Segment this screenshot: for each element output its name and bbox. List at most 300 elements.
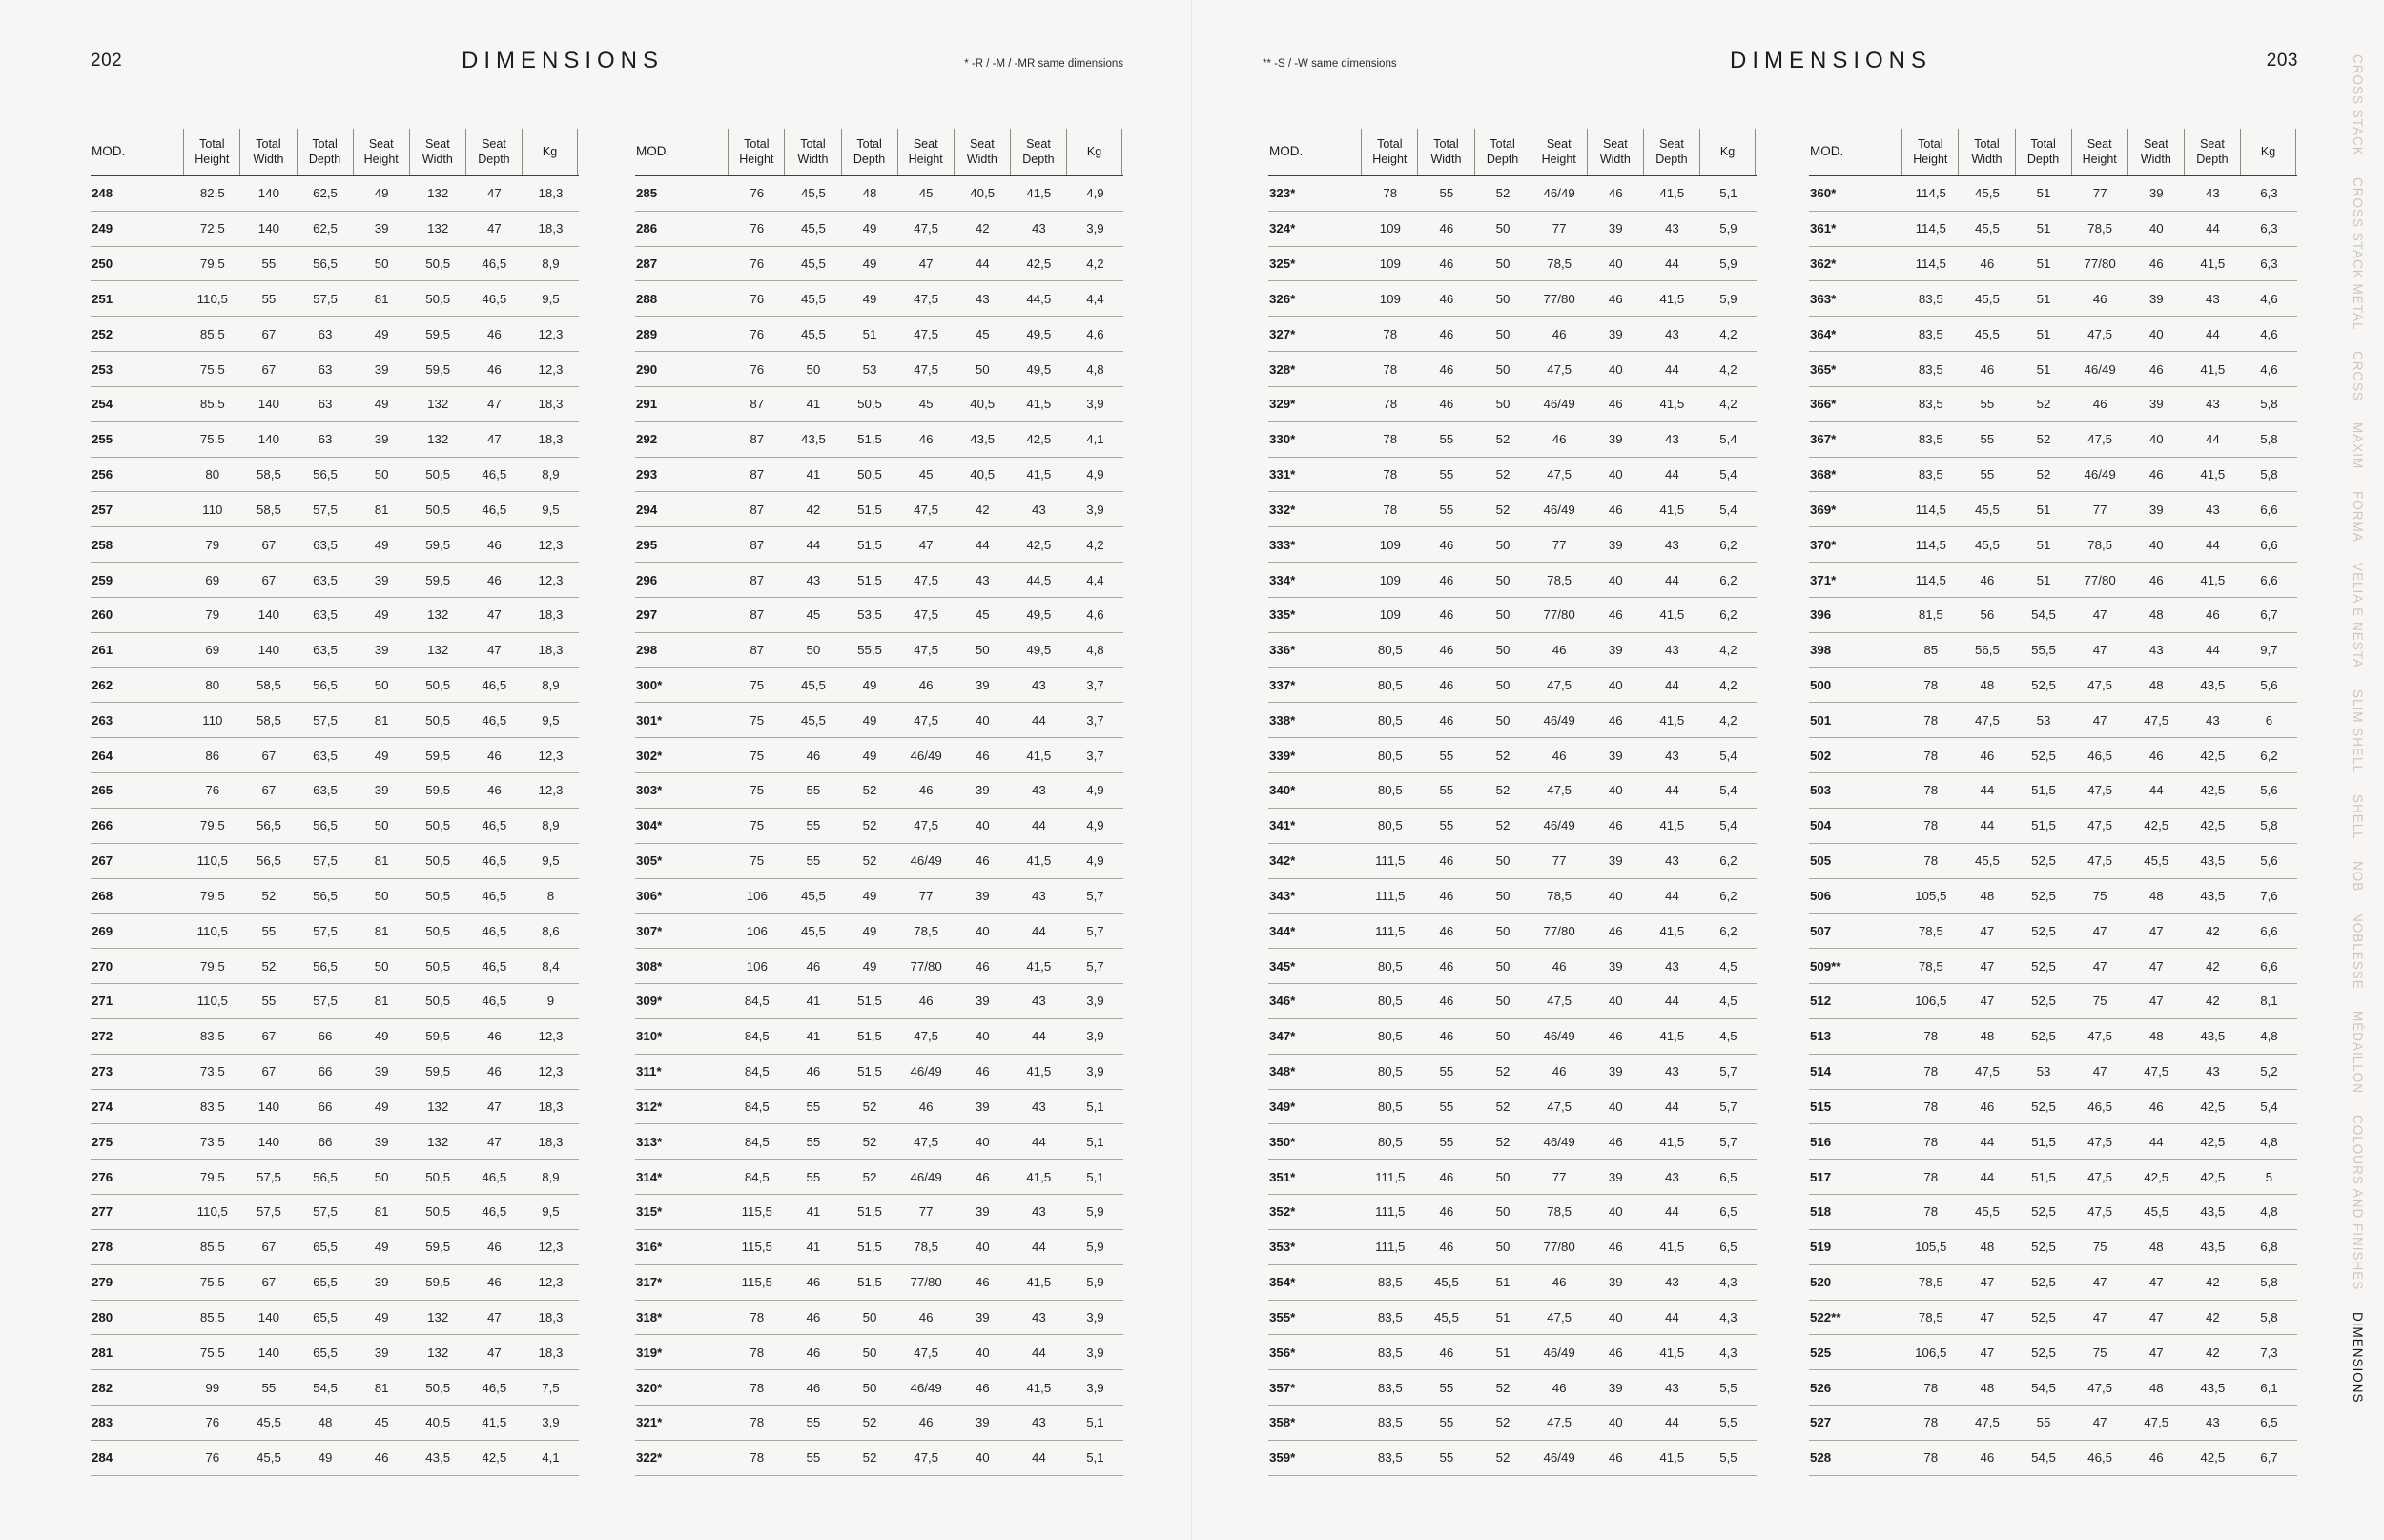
table-row bbox=[1268, 492, 1757, 527]
value-cell: 44 bbox=[1980, 818, 1995, 833]
value-cell: 40 bbox=[975, 1029, 990, 1044]
value-cell: 3,9 bbox=[1086, 502, 1104, 517]
value-cell: 132 bbox=[427, 1099, 449, 1114]
table-row bbox=[1809, 1124, 2297, 1160]
value-cell: 78 bbox=[1923, 1169, 1939, 1184]
value-cell: 99 bbox=[205, 1380, 220, 1395]
value-cell: 44 bbox=[1664, 994, 1679, 1009]
value-cell: 46/49 bbox=[910, 853, 942, 869]
value-cell: 39 bbox=[1608, 958, 1623, 974]
value-cell: 50 bbox=[1495, 1169, 1511, 1184]
value-cell: 43 bbox=[1664, 537, 1679, 552]
table-row bbox=[635, 1195, 1123, 1230]
value-cell: 85,5 bbox=[199, 326, 225, 341]
value-cell: 5,9 bbox=[1719, 291, 1737, 306]
value-cell: 43 bbox=[1031, 994, 1046, 1009]
value-cell: 6,6 bbox=[2260, 537, 2278, 552]
value-cell: 72,5 bbox=[199, 221, 225, 236]
value-cell: 3,9 bbox=[1086, 994, 1104, 1009]
table-row bbox=[635, 212, 1123, 247]
value-cell: 40 bbox=[975, 923, 990, 938]
value-cell: 47 bbox=[2092, 1064, 2107, 1079]
model-cell: 351* bbox=[1269, 1169, 1296, 1184]
column-header: Total Height bbox=[728, 129, 784, 175]
value-cell: 52 bbox=[862, 1099, 877, 1114]
table-row bbox=[91, 844, 579, 879]
value-cell: 45,5 bbox=[1974, 853, 2000, 869]
value-cell: 44 bbox=[2205, 432, 2220, 447]
value-cell: 76 bbox=[750, 326, 765, 341]
value-cell: 45,5 bbox=[800, 923, 826, 938]
model-cell: 336* bbox=[1269, 643, 1296, 658]
value-cell: 49,5 bbox=[1026, 326, 1052, 341]
table-row bbox=[1268, 773, 1757, 809]
value-cell: 55 bbox=[261, 257, 277, 272]
value-cell: 47 bbox=[2092, 643, 2107, 658]
model-cell: 353* bbox=[1269, 1240, 1296, 1255]
model-cell: 267 bbox=[92, 853, 113, 869]
table-row bbox=[1809, 633, 2297, 668]
value-cell: 8,1 bbox=[2260, 994, 2278, 1009]
value-cell: 39 bbox=[374, 1134, 389, 1149]
table-row bbox=[91, 1124, 579, 1160]
value-cell: 39 bbox=[1608, 1275, 1623, 1290]
value-cell: 59,5 bbox=[425, 361, 451, 377]
value-cell: 46/49 bbox=[910, 748, 942, 763]
model-cell: 248 bbox=[92, 186, 113, 201]
value-cell: 56,5 bbox=[1974, 643, 2000, 658]
value-cell: 44 bbox=[1664, 1415, 1679, 1430]
table-row bbox=[635, 247, 1123, 282]
value-cell: 106,5 bbox=[1915, 1345, 1947, 1360]
value-cell: 49,5 bbox=[1026, 607, 1052, 623]
value-cell: 39 bbox=[1608, 1169, 1623, 1184]
value-cell: 46,5 bbox=[482, 291, 507, 306]
value-cell: 81 bbox=[374, 502, 389, 517]
value-cell: 39 bbox=[2148, 186, 2164, 201]
value-cell: 3,9 bbox=[1086, 221, 1104, 236]
value-cell: 43 bbox=[806, 572, 821, 587]
value-cell: 52,5 bbox=[2031, 1029, 2056, 1044]
value-cell: 41,5 bbox=[1026, 467, 1052, 483]
value-cell: 41,5 bbox=[2200, 572, 2226, 587]
model-cell: 293 bbox=[636, 467, 658, 483]
model-cell: 527 bbox=[1810, 1415, 1832, 1430]
value-cell: 49 bbox=[862, 712, 877, 728]
value-cell: 55 bbox=[1980, 397, 1995, 412]
table-row bbox=[1268, 598, 1757, 633]
value-cell: 59,5 bbox=[425, 537, 451, 552]
value-cell: 75,5 bbox=[199, 1275, 225, 1290]
value-cell: 6,3 bbox=[2260, 186, 2278, 201]
value-cell: 47,5 bbox=[914, 502, 939, 517]
table-row bbox=[1268, 352, 1757, 387]
value-cell: 47 bbox=[2092, 1275, 2107, 1290]
value-cell: 18,3 bbox=[538, 186, 564, 201]
value-cell: 43 bbox=[975, 291, 990, 306]
table-row bbox=[1268, 212, 1757, 247]
value-cell: 56,5 bbox=[313, 467, 338, 483]
value-cell: 41,5 bbox=[1026, 1064, 1052, 1079]
value-cell: 47,5 bbox=[1974, 712, 2000, 728]
value-cell: 84,5 bbox=[744, 1134, 770, 1149]
value-cell: 132 bbox=[427, 1309, 449, 1324]
column-header: MOD. bbox=[1269, 144, 1304, 159]
value-cell: 3,9 bbox=[1086, 1029, 1104, 1044]
model-cell: 283 bbox=[92, 1415, 113, 1430]
value-cell: 39 bbox=[1608, 432, 1623, 447]
value-cell: 47,5 bbox=[914, 361, 939, 377]
value-cell: 8,9 bbox=[542, 818, 560, 833]
value-cell: 52,5 bbox=[2031, 888, 2056, 903]
model-cell: 367* bbox=[1810, 432, 1837, 447]
value-cell: 47 bbox=[1980, 994, 1995, 1009]
model-cell: 307* bbox=[636, 923, 663, 938]
value-cell: 51,5 bbox=[857, 537, 882, 552]
column-header: Seat Depth bbox=[1010, 129, 1066, 175]
value-cell: 8 bbox=[546, 888, 555, 903]
value-cell: 41,5 bbox=[1659, 1029, 1685, 1044]
value-cell: 44 bbox=[1664, 572, 1679, 587]
value-cell: 5,4 bbox=[1719, 818, 1737, 833]
value-cell: 5,1 bbox=[1086, 1099, 1104, 1114]
value-cell: 4,2 bbox=[1719, 643, 1737, 658]
table-row bbox=[91, 492, 579, 527]
page-title-right: DIMENSIONS bbox=[1729, 48, 1933, 73]
value-cell: 43 bbox=[1031, 1204, 1046, 1220]
value-cell: 45 bbox=[918, 467, 934, 483]
value-cell: 5,7 bbox=[1719, 1134, 1737, 1149]
value-cell: 55 bbox=[806, 1169, 821, 1184]
table-row bbox=[91, 949, 579, 984]
table-row bbox=[1268, 1160, 1757, 1195]
value-cell: 50 bbox=[1495, 291, 1511, 306]
value-cell: 57,5 bbox=[313, 994, 338, 1009]
value-cell: 6,7 bbox=[2260, 1450, 2278, 1466]
value-cell: 41,5 bbox=[1026, 1380, 1052, 1395]
value-cell: 77 bbox=[1552, 221, 1567, 236]
value-cell: 53,5 bbox=[857, 607, 882, 623]
value-cell: 7,3 bbox=[2260, 1345, 2278, 1360]
value-cell: 77/80 bbox=[910, 1275, 942, 1290]
value-cell: 77/80 bbox=[1543, 607, 1575, 623]
value-cell: 52 bbox=[1495, 467, 1511, 483]
value-cell: 80,5 bbox=[1377, 1099, 1403, 1114]
value-cell: 50 bbox=[1495, 853, 1511, 869]
value-cell: 81 bbox=[374, 994, 389, 1009]
value-cell: 46 bbox=[2148, 748, 2164, 763]
value-cell: 109 bbox=[1379, 572, 1401, 587]
value-cell: 46 bbox=[1608, 1450, 1623, 1466]
value-cell: 58,5 bbox=[256, 678, 281, 692]
value-cell: 66 bbox=[318, 1064, 333, 1079]
model-cell: 350* bbox=[1269, 1134, 1296, 1149]
value-cell: 55 bbox=[806, 1415, 821, 1430]
value-cell: 4,9 bbox=[1086, 467, 1104, 483]
value-cell: 46,5 bbox=[482, 853, 507, 869]
value-cell: 6,6 bbox=[2260, 502, 2278, 517]
value-cell: 47,5 bbox=[1547, 1099, 1572, 1114]
value-cell: 46 bbox=[2148, 572, 2164, 587]
value-cell: 4,5 bbox=[1719, 994, 1737, 1009]
column-header: Seat Height bbox=[897, 129, 954, 175]
value-cell: 6,8 bbox=[2260, 1240, 2278, 1255]
model-cell: 324* bbox=[1269, 221, 1296, 236]
value-cell: 58,5 bbox=[256, 502, 281, 517]
value-cell: 83,5 bbox=[1377, 1380, 1403, 1395]
value-cell: 85,5 bbox=[199, 397, 225, 412]
value-cell: 47 bbox=[2092, 958, 2107, 974]
value-cell: 46 bbox=[1439, 1169, 1454, 1184]
model-cell: 309* bbox=[636, 994, 663, 1009]
table-row bbox=[1809, 1090, 2297, 1125]
value-cell: 42 bbox=[2205, 923, 2220, 938]
value-cell: 77 bbox=[1552, 1169, 1567, 1184]
value-cell: 48 bbox=[862, 186, 877, 201]
value-cell: 47 bbox=[1980, 958, 1995, 974]
column-header: Seat Height bbox=[353, 129, 409, 175]
value-cell: 140 bbox=[257, 1345, 279, 1360]
model-cell: 332* bbox=[1269, 502, 1296, 517]
value-cell: 52 bbox=[1495, 502, 1511, 517]
value-cell: 3,9 bbox=[1086, 1309, 1104, 1324]
value-cell: 12,3 bbox=[538, 537, 564, 552]
model-cell: 356* bbox=[1269, 1345, 1296, 1360]
page-number-right: 203 bbox=[2266, 51, 2298, 71]
table-row bbox=[1268, 527, 1757, 563]
value-cell: 83,5 bbox=[1918, 361, 1943, 377]
column-header: Total Depth bbox=[297, 129, 353, 175]
model-cell: 264 bbox=[92, 748, 113, 763]
value-cell: 4,8 bbox=[2260, 1029, 2278, 1044]
value-cell: 52 bbox=[2036, 467, 2051, 483]
model-cell: 362* bbox=[1810, 257, 1837, 272]
value-cell: 78,5 bbox=[1547, 572, 1572, 587]
value-cell: 76 bbox=[750, 291, 765, 306]
value-cell: 12,3 bbox=[538, 326, 564, 341]
value-cell: 43 bbox=[2205, 712, 2220, 728]
value-cell: 78,5 bbox=[1547, 1204, 1572, 1220]
value-cell: 43 bbox=[1031, 1415, 1046, 1430]
value-cell: 69 bbox=[205, 643, 220, 658]
value-cell: 47 bbox=[2148, 958, 2164, 974]
value-cell: 109 bbox=[1379, 537, 1401, 552]
value-cell: 39 bbox=[2148, 291, 2164, 306]
table-row bbox=[1809, 1055, 2297, 1090]
value-cell: 55 bbox=[1439, 1134, 1454, 1149]
value-cell: 140 bbox=[257, 221, 279, 236]
value-cell: 39 bbox=[1608, 221, 1623, 236]
model-cell: 502 bbox=[1810, 748, 1832, 763]
value-cell: 45,5 bbox=[1974, 221, 2000, 236]
model-cell: 287 bbox=[636, 257, 658, 272]
value-cell: 55 bbox=[1439, 818, 1454, 833]
value-cell: 80 bbox=[205, 467, 220, 483]
value-cell: 46 bbox=[1439, 1204, 1454, 1220]
value-cell: 79 bbox=[205, 537, 220, 552]
value-cell: 77/80 bbox=[1543, 291, 1575, 306]
value-cell: 41,5 bbox=[1659, 1134, 1685, 1149]
value-cell: 5,1 bbox=[1719, 186, 1737, 201]
value-cell: 12,3 bbox=[538, 748, 564, 763]
value-cell: 49 bbox=[374, 186, 389, 201]
value-cell: 44 bbox=[1031, 818, 1046, 833]
value-cell: 39 bbox=[975, 888, 990, 903]
value-cell: 40,5 bbox=[970, 467, 996, 483]
value-cell: 52,5 bbox=[2031, 1345, 2056, 1360]
model-cell: 315* bbox=[636, 1204, 663, 1220]
table-row bbox=[1268, 879, 1757, 914]
value-cell: 46,5 bbox=[2087, 1450, 2113, 1466]
column-header: MOD. bbox=[1810, 144, 1844, 159]
value-cell: 40 bbox=[1608, 1099, 1623, 1114]
value-cell: 12,3 bbox=[538, 1029, 564, 1044]
value-cell: 43 bbox=[1664, 1275, 1679, 1290]
model-cell: 300* bbox=[636, 678, 663, 692]
value-cell: 48 bbox=[2148, 1380, 2164, 1395]
value-cell: 75 bbox=[750, 678, 765, 692]
value-cell: 53 bbox=[862, 361, 877, 377]
value-cell: 57,5 bbox=[256, 1204, 281, 1220]
value-cell: 46 bbox=[1980, 1450, 1995, 1466]
value-cell: 47,5 bbox=[914, 221, 939, 236]
value-cell: 66 bbox=[318, 1099, 333, 1114]
value-cell: 41 bbox=[806, 1204, 821, 1220]
value-cell: 49 bbox=[862, 923, 877, 938]
value-cell: 46 bbox=[1980, 572, 1995, 587]
value-cell: 46 bbox=[918, 1099, 934, 1114]
sidebar-item-cross: CROSS bbox=[2351, 351, 2365, 402]
table-row bbox=[635, 738, 1123, 773]
value-cell: 67 bbox=[261, 361, 277, 377]
value-cell: 47 bbox=[486, 432, 502, 447]
value-cell: 45 bbox=[918, 186, 934, 201]
model-cell: 249 bbox=[92, 221, 113, 236]
model-cell: 346* bbox=[1269, 994, 1296, 1009]
model-cell: 296 bbox=[636, 572, 658, 587]
table-row bbox=[635, 984, 1123, 1019]
value-cell: 52,5 bbox=[2031, 1309, 2056, 1324]
model-cell: 512 bbox=[1810, 994, 1832, 1009]
table-header-row bbox=[1268, 129, 1757, 176]
model-cell: 334* bbox=[1269, 572, 1296, 587]
value-cell: 4,1 bbox=[1086, 432, 1104, 447]
table-row bbox=[91, 738, 579, 773]
value-cell: 52 bbox=[1495, 1134, 1511, 1149]
value-cell: 46 bbox=[918, 1309, 934, 1324]
value-cell: 57,5 bbox=[313, 291, 338, 306]
value-cell: 55 bbox=[261, 923, 277, 938]
value-cell: 52 bbox=[862, 818, 877, 833]
value-cell: 5,2 bbox=[2260, 1064, 2278, 1079]
table-row bbox=[1268, 1124, 1757, 1160]
sidebar-item-shell: SHELL bbox=[2351, 794, 2365, 841]
table-row bbox=[635, 879, 1123, 914]
value-cell: 39 bbox=[1608, 326, 1623, 341]
value-cell: 6,5 bbox=[1719, 1204, 1737, 1220]
value-cell: 45,5 bbox=[800, 712, 826, 728]
value-cell: 44 bbox=[2205, 537, 2220, 552]
value-cell: 87 bbox=[750, 397, 765, 412]
table-row bbox=[1268, 422, 1757, 458]
table-row bbox=[1268, 1019, 1757, 1055]
value-cell: 78 bbox=[1923, 783, 1939, 798]
value-cell: 6,2 bbox=[2260, 748, 2278, 763]
value-cell: 41 bbox=[806, 397, 821, 412]
model-cell: 506 bbox=[1810, 888, 1832, 903]
value-cell: 46 bbox=[2148, 1099, 2164, 1114]
column-header: Total Height bbox=[1361, 129, 1417, 175]
value-cell: 41 bbox=[806, 994, 821, 1009]
value-cell: 39 bbox=[975, 1099, 990, 1114]
table-row bbox=[1809, 1335, 2297, 1370]
value-cell: 5,4 bbox=[1719, 783, 1737, 798]
value-cell: 66 bbox=[318, 1029, 333, 1044]
sidebar-item-forma: FORMA bbox=[2351, 490, 2365, 543]
value-cell: 55 bbox=[1439, 502, 1454, 517]
column-header: Seat Height bbox=[2071, 129, 2127, 175]
value-cell: 76 bbox=[750, 186, 765, 201]
model-cell: 277 bbox=[92, 1204, 113, 1220]
model-cell: 266 bbox=[92, 818, 113, 833]
value-cell: 83,5 bbox=[1918, 467, 1943, 483]
value-cell: 44 bbox=[1980, 783, 1995, 798]
value-cell: 46 bbox=[975, 853, 990, 869]
table-header-row bbox=[91, 129, 579, 176]
value-cell: 6,2 bbox=[1719, 888, 1737, 903]
value-cell: 55 bbox=[806, 853, 821, 869]
value-cell: 83,5 bbox=[1918, 432, 1943, 447]
value-cell: 6,2 bbox=[1719, 923, 1737, 938]
column-header: Total Width bbox=[1417, 129, 1473, 175]
value-cell: 78 bbox=[1923, 853, 1939, 869]
value-cell: 55 bbox=[806, 818, 821, 833]
value-cell: 43 bbox=[1664, 432, 1679, 447]
value-cell: 47,5 bbox=[2087, 853, 2113, 869]
table-row bbox=[91, 668, 579, 704]
value-cell: 52 bbox=[1495, 1380, 1511, 1395]
value-cell: 46 bbox=[2092, 291, 2107, 306]
value-cell: 42 bbox=[2205, 958, 2220, 974]
value-cell: 6,5 bbox=[1719, 1169, 1737, 1184]
value-cell: 47 bbox=[2148, 994, 2164, 1009]
value-cell: 5,8 bbox=[2260, 1309, 2278, 1324]
value-cell: 18,3 bbox=[538, 1134, 564, 1149]
value-cell: 132 bbox=[427, 221, 449, 236]
model-cell: 306* bbox=[636, 888, 663, 903]
value-cell: 52,5 bbox=[2031, 853, 2056, 869]
dimensions-table-4 bbox=[1809, 129, 2297, 1476]
value-cell: 39 bbox=[1608, 537, 1623, 552]
value-cell: 45,5 bbox=[800, 221, 826, 236]
value-cell: 49 bbox=[862, 748, 877, 763]
value-cell: 50 bbox=[1495, 888, 1511, 903]
value-cell: 46 bbox=[1552, 326, 1567, 341]
value-cell: 44 bbox=[1031, 1240, 1046, 1255]
value-cell: 140 bbox=[257, 1134, 279, 1149]
model-cell: 364* bbox=[1810, 326, 1837, 341]
value-cell: 47 bbox=[1980, 1345, 1995, 1360]
value-cell: 48 bbox=[1980, 1240, 1995, 1255]
table-row bbox=[1268, 809, 1757, 844]
value-cell: 45,5 bbox=[800, 678, 826, 692]
value-cell: 52 bbox=[1495, 1064, 1511, 1079]
value-cell: 46 bbox=[486, 748, 502, 763]
value-cell: 3,7 bbox=[1086, 712, 1104, 728]
value-cell: 46 bbox=[486, 361, 502, 377]
value-cell: 46,5 bbox=[482, 257, 507, 272]
value-cell: 52 bbox=[1495, 818, 1511, 833]
